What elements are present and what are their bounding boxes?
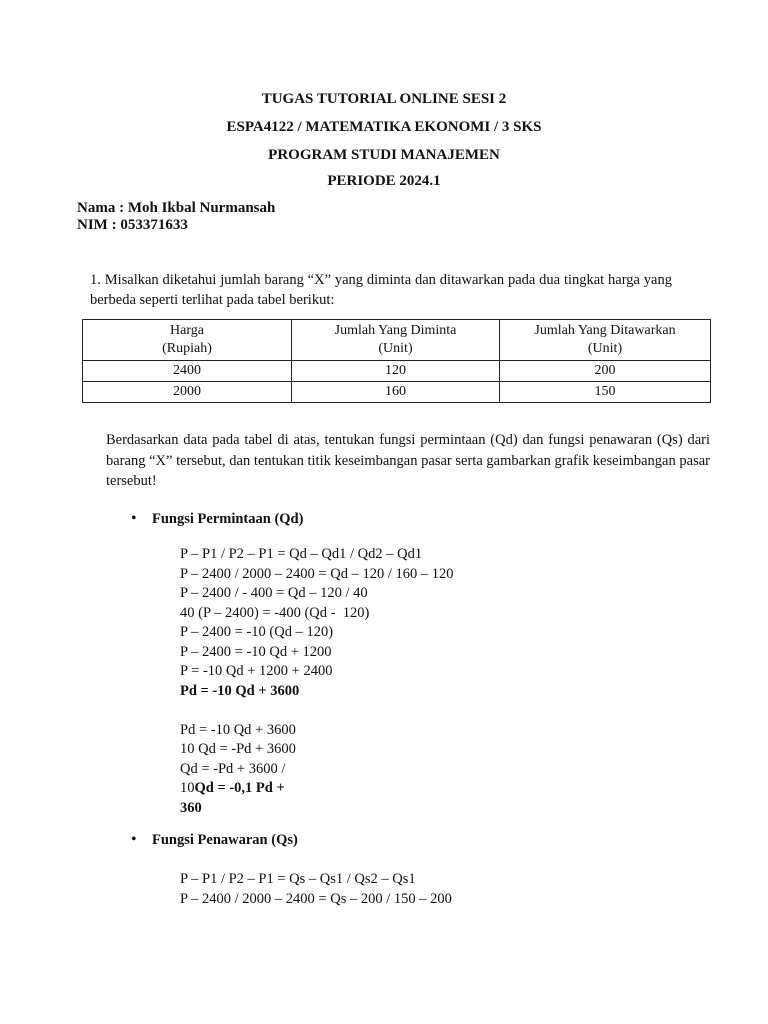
equation-line: Qd = -Pd + 3600 / [180,760,286,777]
equation-line: 40 (P – 2400) = -400 (Qd - 120) [180,604,370,621]
equation-line: P – P1 / P2 – P1 = Qs – Qs1 / Qs2 – Qs1 [180,871,416,887]
demand-result-2-end: 360 [180,799,202,816]
equation-line: P – 2400 = -10 (Qd – 120) [180,624,334,640]
demand-result-2: Qd = -0,1 Pd + [194,780,285,796]
instruction-text: Berdasarkan data pada tabel di atas, tentukan fungsi permintaan (Qd) dan fungsi penawaran (Qs) dari barang “X” tersebut, dan tentukan titik keseimbangan pasar serta gambarkan grafik keseimbangan pasar tersebut! [106,432,710,489]
header-label: Jumlah Yang Diminta [334,323,457,338]
table-header-row [83,320,711,361]
demand-result: Pd = -10 Qd + 3600 [180,682,300,699]
doc-title-4: PERIODE 2024.1 [327,173,441,189]
supply-steps [180,870,452,909]
header-unit: (Unit) [378,341,413,356]
equation-line: 10 Qd = -Pd + 3600 [180,741,296,757]
doc-title-3: PROGRAM STUDI MANAJEMEN [268,147,500,163]
question-text: 1. Misalkan diketahui jumlah barang “X” yang diminta dan ditawarkan pada dua tingkat harga yang berbeda seperti terlihat pada tabel berikut: [90,272,672,308]
equation-line: P = -10 Qd + 1200 + 2400 [180,663,333,679]
header-cell [292,320,500,361]
header-cell [83,320,292,361]
demand-steps [180,545,453,818]
demand-heading: Fungsi Permintaan (Qd) [152,511,304,527]
student-name: Nama : Moh Ikbal Nurmansah [77,200,276,216]
table-row [83,382,711,403]
bullet-icon: • [131,831,137,848]
doc-title-1: TUGAS TUTORIAL ONLINE SESI 2 [261,91,507,107]
bullet-icon: • [131,510,137,527]
equation-line: P – P1 / P2 – P1 = Qd – Qd1 / Qd2 – Qd1 [180,546,423,562]
equation-line: P – 2400 / - 400 = Qd – 120 / 40 [180,585,368,601]
table-cell: 2400 [83,361,292,382]
table-row [83,361,711,382]
header-unit: (Unit) [587,341,623,356]
equation-fragment: 10 [180,780,195,796]
table-cell: 120 [292,361,500,382]
equation-line: P – 2400 / 2000 – 2400 = Qs – 200 / 150 – 200 [180,890,452,907]
data-table [82,319,711,403]
student-nim: NIM : 053371633 [77,217,188,233]
table-cell: 160 [292,382,500,403]
table-cell: 200 [500,361,711,382]
header-unit: (Rupiah) [162,341,212,356]
table-cell: 2000 [83,382,292,403]
header-label: Harga [170,323,204,338]
equation-line: P – 2400 = -10 Qd + 1200 [180,643,332,660]
header-cell [500,320,711,361]
supply-heading: Fungsi Penawaran (Qs) [152,832,298,848]
equation-line: P – 2400 / 2000 – 2400 = Qd – 120 / 160 – 120 [180,565,454,582]
equation-line: Pd = -10 Qd + 3600 [180,721,296,738]
header-label: Jumlah Yang Ditawarkan [534,323,676,338]
doc-title-2: ESPA4122 / MATEMATIKA EKONOMI / 3 SKS [226,119,542,135]
table-cell: 150 [500,382,711,403]
